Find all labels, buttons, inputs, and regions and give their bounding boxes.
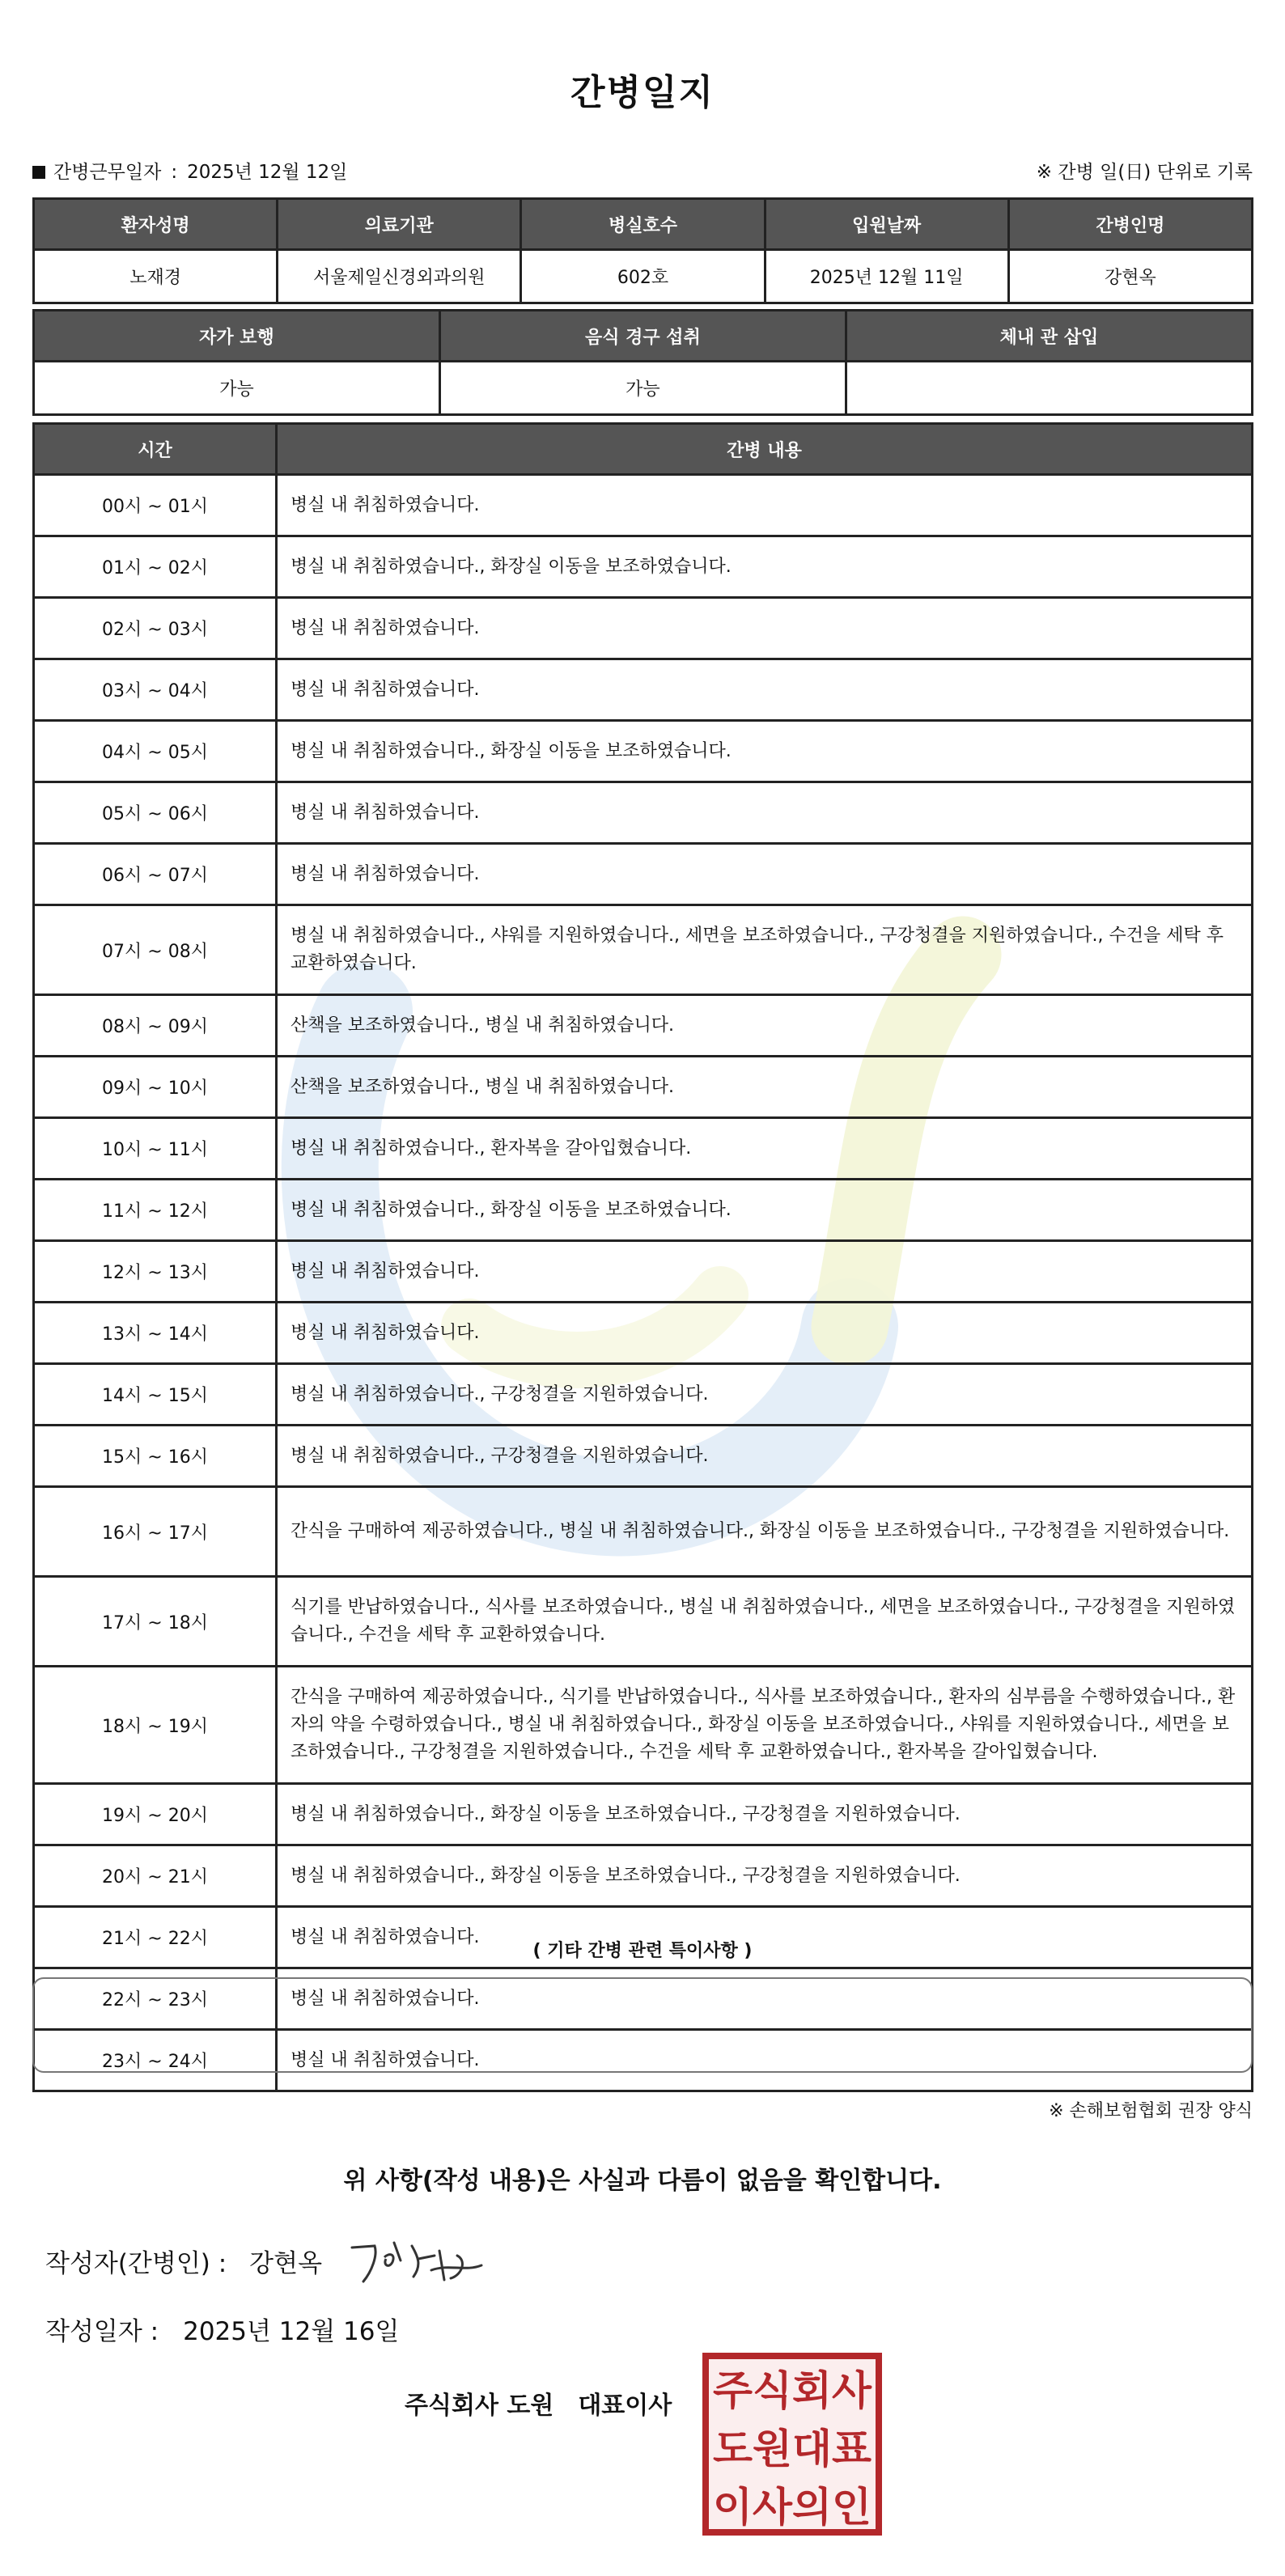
header-self-walking: 자가 보행 [34,311,440,362]
table-row [34,1784,1253,1845]
row-content: 병실 내 취침하였습니다. [277,1303,1253,1364]
header-caregiver: 간병인명 [1008,199,1252,250]
row-time: 05시 ~ 06시 [34,782,277,844]
row-content: 병실 내 취침하였습니다. [277,1907,1253,1968]
row-content: 병실 내 취침하였습니다. [277,2030,1253,2091]
row-time: 14시 ~ 15시 [34,1364,277,1426]
table-row [34,1667,1253,1784]
header-oral-intake: 음식 경구 섭취 [439,311,846,362]
row-time: 16시 ~ 17시 [34,1487,277,1577]
table-row [34,475,1253,536]
row-time: 04시 ~ 05시 [34,721,277,782]
row-content: 식기를 반납하였습니다., 식사를 보조하였습니다., 병실 내 취침하였습니다., 세면을 보조하였습니다., 구강청결을 지원하였습니다., 수건을 세탁 후 교환하였습니다. [277,1577,1253,1667]
row-content: 병실 내 취침하였습니다., 구강청결을 지원하였습니다. [277,1426,1253,1487]
company-role: 대표이사 [578,2392,672,2420]
row-content: 병실 내 취침하였습니다., 환자복을 갈아입혔습니다. [277,1118,1253,1180]
table-row [34,1057,1253,1118]
row-content: 병실 내 취침하였습니다., 화장실 이동을 보조하였습니다., 구강청결을 지원하였습니다. [277,1845,1253,1907]
row-content: 병실 내 취침하였습니다. [277,844,1253,905]
svg-text:도원대표: 도원대표 [713,2426,872,2472]
row-time: 19시 ~ 20시 [34,1784,277,1845]
table-row [34,1241,1253,1303]
self-walking-value: 가능 [34,362,440,415]
header-admission-date: 입원날짜 [765,199,1008,250]
row-content: 병실 내 취침하였습니다. [277,1241,1253,1303]
row-time: 08시 ~ 09시 [34,995,277,1057]
row-time: 22시 ~ 23시 [34,1968,277,2030]
table-row [34,536,1253,598]
row-content: 병실 내 취침하였습니다., 구강청결을 지원하였습니다. [277,1364,1253,1426]
row-time: 13시 ~ 14시 [34,1303,277,1364]
header-room: 병실호수 [521,199,765,250]
special-notes-label: ( 기타 간병 관련 특이사항 ) [532,1941,753,1961]
header-patient-name: 환자성명 [34,199,278,250]
header-time: 시간 [34,424,277,475]
row-time: 09시 ~ 10시 [34,1057,277,1118]
unit-note: ※ 간병 일(日) 단위로 기록 [1036,162,1253,183]
company-line [405,2385,672,2421]
confirmation-statement: 위 사항(작성 내용)은 사실과 다름이 없음을 확인합니다. [343,2167,942,2195]
row-time: 21시 ~ 22시 [34,1907,277,1968]
table-row [34,1303,1253,1364]
company-seal-stamp [702,2353,882,2536]
row-time: 07시 ~ 08시 [34,905,277,995]
row-time: 23시 ~ 24시 [34,2030,277,2091]
oral-intake-value: 가능 [439,362,846,415]
row-time: 11시 ~ 12시 [34,1180,277,1241]
table-row [34,905,1253,995]
row-content: 병실 내 취침하였습니다., 화장실 이동을 보조하였습니다. [277,1180,1253,1241]
page-title: 간병일지 [570,72,715,113]
row-time: 02시 ~ 03시 [34,598,277,659]
header-care-content: 간병 내용 [277,424,1253,475]
work-date [32,157,347,184]
header-tube-insertion: 체내 관 삽입 [846,311,1252,362]
table-row [34,1845,1253,1907]
row-content: 산책을 보조하였습니다., 병실 내 취침하였습니다. [277,995,1253,1057]
company-name: 주식회사 도원 [405,2392,554,2420]
row-content: 병실 내 취침하였습니다., 화장실 이동을 보조하였습니다. [277,721,1253,782]
row-time: 06시 ~ 07시 [34,844,277,905]
table-row [34,844,1253,905]
row-time: 01시 ~ 02시 [34,536,277,598]
writer-name: 강현옥 [249,2249,323,2278]
row-time: 10시 ~ 11시 [34,1118,277,1180]
row-content: 병실 내 취침하였습니다. [277,782,1253,844]
row-content: 간식을 구매하여 제공하였습니다., 식기를 반납하였습니다., 식사를 보조하였습니다., 환자의 심부름을 수행하였습니다., 환자의 약을 수령하였습니다., 병실 내 취침하였습니다., 화장실 이동을 보조하였습니다., 샤워를 지원하였습니다., 세면을 보조하였습니다., 구강청결을 지원하였습니다., 수건을 세탁 후 교환하였습니다., 환자복을 갈아입혔습니다. [277,1667,1253,1784]
row-content: 병실 내 취침하였습니다., 화장실 이동을 보조하였습니다. [277,536,1253,598]
write-date-label: 작성일자 : [45,2317,159,2346]
row-time: 15시 ~ 16시 [34,1426,277,1487]
row-content: 병실 내 취침하였습니다., 샤워를 지원하였습니다., 세면을 보조하였습니다., 구강청결을 지원하였습니다., 수건을 세탁 후 교환하였습니다. [277,905,1253,995]
row-time: 20시 ~ 21시 [34,1845,277,1907]
row-content: 병실 내 취침하였습니다. [277,598,1253,659]
row-time: 18시 ~ 19시 [34,1667,277,1784]
write-date-line [45,2311,399,2347]
special-notes-box [32,1977,1253,2073]
writer-label: 작성자(간병인) : [45,2249,227,2278]
table-row [34,1426,1253,1487]
table-row [34,1180,1253,1241]
table-row [34,1118,1253,1180]
row-time: 17시 ~ 18시 [34,1577,277,1667]
table-row [34,1577,1253,1667]
row-content: 산책을 보조하였습니다., 병실 내 취침하였습니다. [277,1057,1253,1118]
care-log-table [32,422,1253,2092]
write-date-value: 2025년 12월 16일 [183,2317,400,2346]
table-row [34,721,1253,782]
row-content: 병실 내 취침하였습니다. [277,475,1253,536]
work-date-value: 2025년 12월 12일 [187,162,348,183]
hospital-name: 서울제일신경외과의원 [278,250,521,303]
patient-info-table [32,197,1253,304]
handwritten-signature [344,2223,490,2296]
header-hospital: 의료기관 [278,199,521,250]
table-row [34,598,1253,659]
square-bullet-icon [32,166,45,179]
table-row [34,1487,1253,1577]
row-content: 간식을 구매하여 제공하였습니다., 병실 내 취침하였습니다., 화장실 이동을 보조하였습니다., 구강청결을 지원하였습니다. [277,1487,1253,1577]
row-time: 12시 ~ 13시 [34,1241,277,1303]
admission-date: 2025년 12월 11일 [765,250,1008,303]
svg-text:주식회사: 주식회사 [713,2367,872,2414]
table-row [34,995,1253,1057]
table-row [34,1364,1253,1426]
writer-line [45,2243,322,2279]
work-date-sep: : [171,162,178,183]
room-number: 602호 [521,250,765,303]
svg-text:이사의인: 이사의인 [713,2484,872,2531]
row-content: 병실 내 취침하였습니다., 화장실 이동을 보조하였습니다., 구강청결을 지원하였습니다. [277,1784,1253,1845]
table-row [34,782,1253,844]
row-time: 00시 ~ 01시 [34,475,277,536]
status-info-table [32,309,1253,416]
row-content: 병실 내 취침하였습니다. [277,659,1253,721]
caregiver-name: 강현옥 [1008,250,1252,303]
form-note: ※ 손해보험협회 권장 양식 [1049,2101,1253,2121]
tube-insertion-value [846,362,1252,415]
table-row [34,659,1253,721]
row-time: 03시 ~ 04시 [34,659,277,721]
row-content: 병실 내 취침하였습니다. [277,1968,1253,2030]
patient-name: 노재경 [34,250,278,303]
work-date-label: 간병근무일자 [53,162,162,183]
